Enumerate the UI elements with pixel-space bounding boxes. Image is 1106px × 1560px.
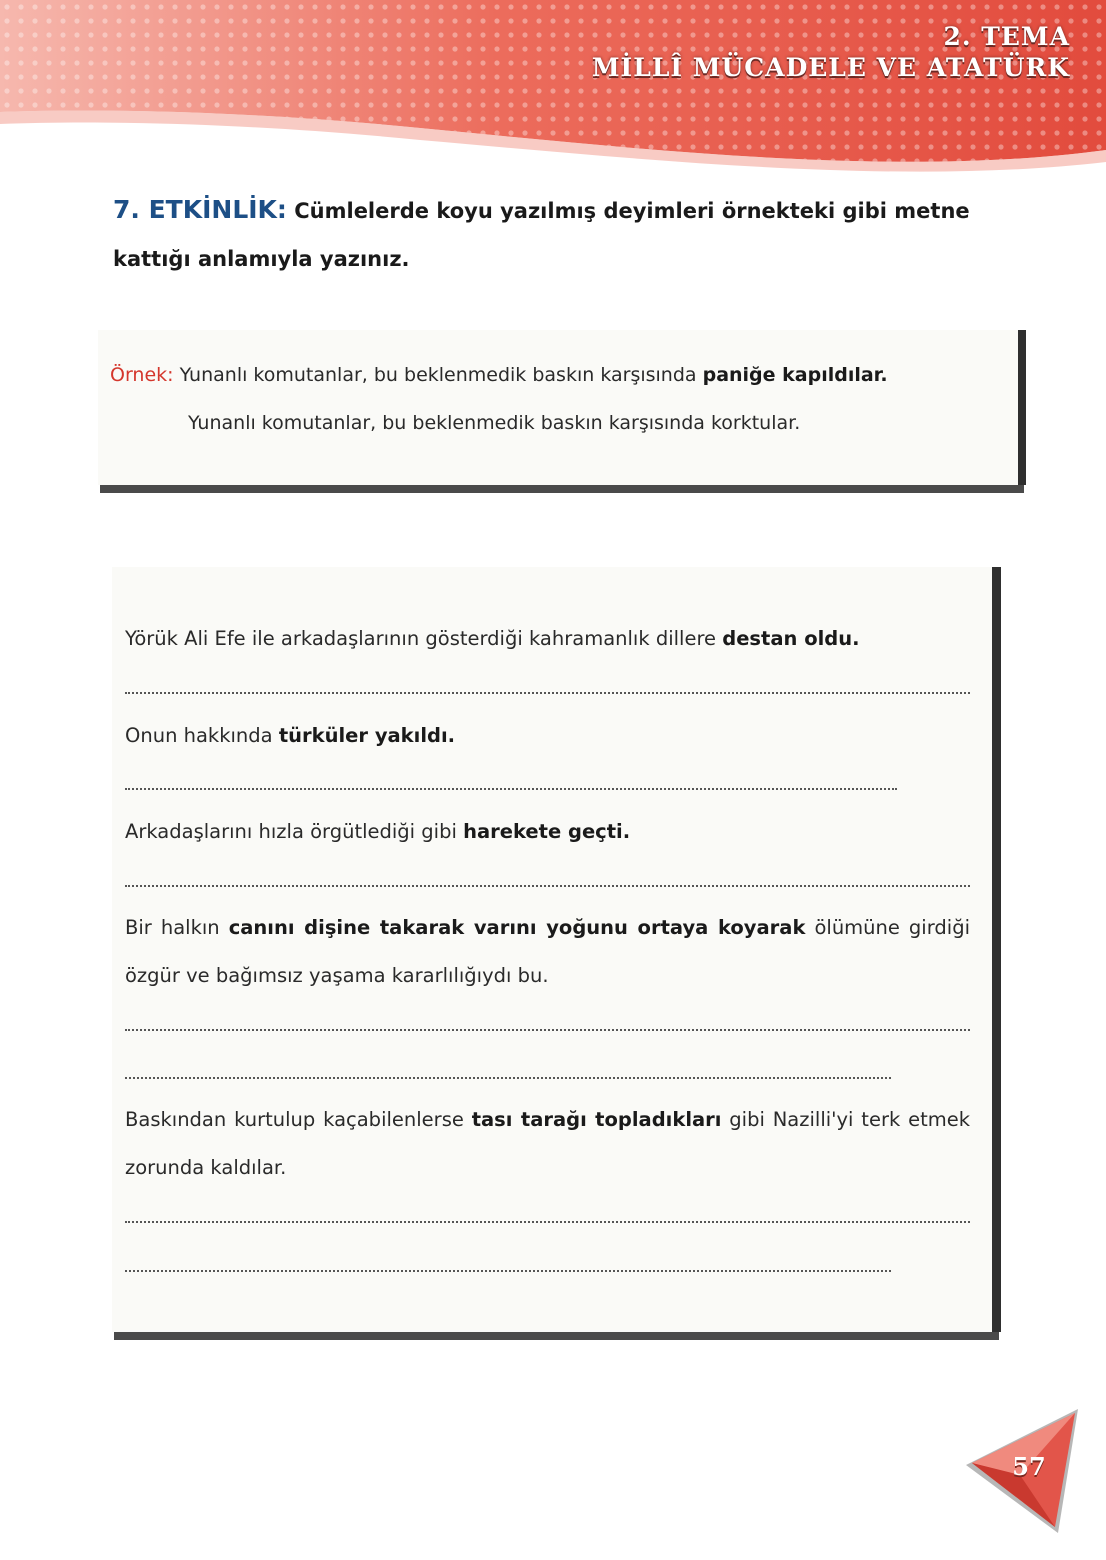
question-4 (125, 904, 970, 1000)
question-4-idiom: canını dişine takarak varını yoğunu ortaya koyarak (228, 916, 806, 939)
question-1 (125, 615, 970, 663)
questions-box (112, 567, 1001, 1332)
example-sentence-text: Yunanlı komutanlar, bu beklenmedik baskın karşısında (179, 364, 697, 386)
question-5-idiom: tası tarağı topladıkları (471, 1108, 722, 1131)
question-3-text: Arkadaşlarını hızla örgütlediği gibi (125, 820, 457, 843)
answer-line-1[interactable] (125, 692, 970, 694)
page-number: 57 (1012, 1452, 1046, 1481)
question-4-text-end: ölümüne girdiği özgür ve bağımsız yaşama kararlılığıydı bu. (125, 916, 970, 987)
question-5-text: Baskından kurtulup kaçabilenlerse (125, 1108, 464, 1131)
example-idiom: paniğe kapıldılar. (702, 364, 888, 386)
activity-instruction-part1: Cümlelerde koyu yazılmış deyimleri örnekteki gibi metne (294, 199, 970, 223)
question-2 (125, 712, 970, 760)
activity-label: 7. ETKİNLİK: (113, 195, 287, 224)
answer-line-4b[interactable] (125, 1077, 891, 1079)
answer-line-5b[interactable] (125, 1270, 891, 1272)
theme-name: MİLLÎ MÜCADELE VE ATATÜRK (591, 53, 1070, 82)
question-5-text-end: gibi Nazilli'yi terk etmek zorunda kaldılar. (125, 1108, 970, 1179)
example-label: Örnek: (110, 364, 174, 386)
question-3 (125, 808, 970, 856)
question-3-idiom: harekete geçti. (463, 820, 631, 843)
answer-line-4a[interactable] (125, 1029, 970, 1031)
question-1-idiom: destan oldu. (722, 627, 860, 650)
answer-line-3[interactable] (125, 885, 970, 887)
question-5 (125, 1096, 970, 1192)
question-2-idiom: türküler yakıldı. (278, 724, 456, 747)
activity-heading (113, 186, 993, 283)
example-box (98, 330, 1026, 485)
answer-line-2[interactable] (125, 788, 897, 790)
activity-instruction-part2: kattığı anlamıyla yazınız. (113, 247, 410, 271)
answer-line-5a[interactable] (125, 1221, 970, 1223)
theme-number: 2. TEMA (943, 22, 1070, 51)
question-1-text: Yörük Ali Efe ile arkadaşlarının gösterdiği kahramanlık dillere (125, 627, 717, 650)
example-sentence (110, 364, 1000, 386)
example-answer: Yunanlı komutanlar, bu beklenmedik baskın karşısında korktular. (188, 412, 801, 434)
question-4-text: Bir halkın (125, 916, 220, 939)
question-2-text: Onun hakkında (125, 724, 273, 747)
theme-title (592, 22, 1070, 84)
